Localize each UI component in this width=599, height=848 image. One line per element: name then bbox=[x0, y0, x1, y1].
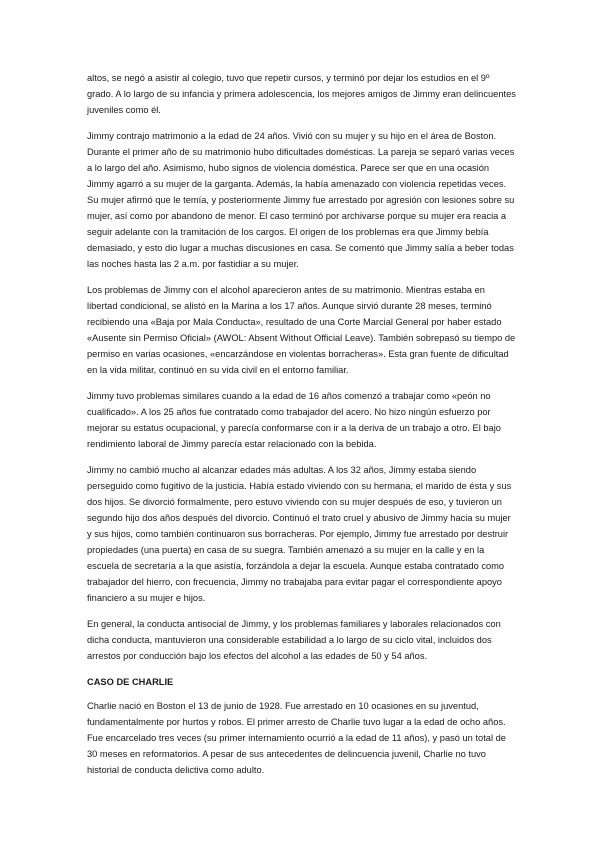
paragraph-7: Charlie nació en Boston el 13 de junio de 1928. Fue arrestado en 10 ocasiones en su juventud, fundamentalmente por hurtos y robos. El primer arresto de Charlie tuvo lugar a la edad de ocho años. Fue encarcelado tres veces (su primer internamiento ocurrió a la edad de 11 años), y pasó un total de 30 meses en reformatorios. A pesar de sus antecedentes de delincuencia juvenil, Charlie no tuvo historial de conducta delictiva como adulto. bbox=[87, 701, 506, 775]
paragraph-1: altos, se negó a asistir al colegio, tuvo que repetir cursos, y terminó por dejar los estudios en el 9º grado. A lo largo de su infancia y primera adolescencia, los mejores amigos de Jimmy eran delincuentes juveniles como él. bbox=[87, 73, 516, 115]
paragraph-6: En general, la conducta antisocial de Jimmy, y los problemas familiares y laborales relacionados con dicha conducta, mantuvieron una considerable estabilidad a lo largo de su ciclo vital, incluidos dos arrestos por conducción bajo los efectos del alcohol a las edades de 50 y 54 años. bbox=[87, 619, 501, 661]
paragraph-3: Los problemas de Jimmy con el alcohol aparecieron antes de su matrimonio. Mientras estaba en libertad condicional, se alistó en la Marina a los 17 años. Aunque sirvió durante 28 meses, terminó recibiendo una «Baja por Mala Conducta», resultado de una Corte Marcial General por haber estado «Ausente sin Permiso Oficial» (AWOL: Absent Without Official Leave). También sobrepasó su tiempo de permiso en varias ocasiones, «encarzándose en violentas borracheras». Esta gran fuente de dificultad en la vida militar, continuó en su vida civil en el entorno familiar. bbox=[87, 285, 516, 375]
document-body bbox=[87, 70, 517, 788]
paragraph-5: Jimmy no cambió mucho al alcanzar edades más adultas. A los 32 años, Jimmy estaba siendo perseguido como fugitivo de la justicia. Había estado viviendo con su hermana, el marido de ésta y sus dos hijos. Se divorció formalmente, pero estuvo viviendo con su mujer después de eso, y tuvieron un segundo hijo dos años después del divorcio. Continuó el trato cruel y abusivo de Jimmy hacia su mujer y sus hijos, como también continuaron sus borracheras. Por ejemplo, Jimmy fue arrestado por destruir propiedades (una puerta) en casa de su suegra. También amenazó a su mujer en la calle y en la escuela de secretaría a la que asistía, forzándola a dejar la escuela. Aunque estaba contratado como trabajador del hierro, con frecuencia, Jimmy no trabajaba para evitar pagar el correspondiente apoyo financiero a su mujer e hijos. bbox=[87, 465, 512, 603]
paragraph-4: Jimmy tuvo problemas similares cuando a la edad de 16 años comenzó a trabajar como «peón no cualificado». A los 25 años fue contratado como trabajador del acero. No hizo ningún esfuerzo por mejorar su estatus ocupacional, y parecía conformarse con ir a la deriva de un trabajo a otro. El bajo rendimiento laboral de Jimmy parecía estar relacionado con la bebida. bbox=[87, 391, 501, 449]
paragraph-2: Jimmy contrajo matrimonio a la edad de 24 años. Vivió con su mujer y su hijo en el área de Boston. Durante el primer año de su matrimonio hubo dificultades domésticas. La pareja se separó varias veces a lo largo del año. Asimismo, hubo signos de violencia doméstica. Parece ser que en una ocasión Jimmy agarró a su mujer de la garganta. Además, la había amenazado con violencia repetidas veces. Su mujer afirmó que le temía, y posteriormente Jimmy fue arrestado por agresión con lesiones sobre su mujer, así como por abandono de menor. El caso terminó por archivarse porque su mujer era reacia a seguir adelante con la tramitación de los cargos. El origen de los problemas era que Jimmy bebía demasiado, y esto dio lugar a muchas discusiones en casa. Se comentó que Jimmy salía a beber todas las noches hasta las 2 a.m. por fastidiar a su mujer. bbox=[87, 131, 515, 269]
section-heading: CASO DE CHARLIE bbox=[87, 677, 174, 687]
